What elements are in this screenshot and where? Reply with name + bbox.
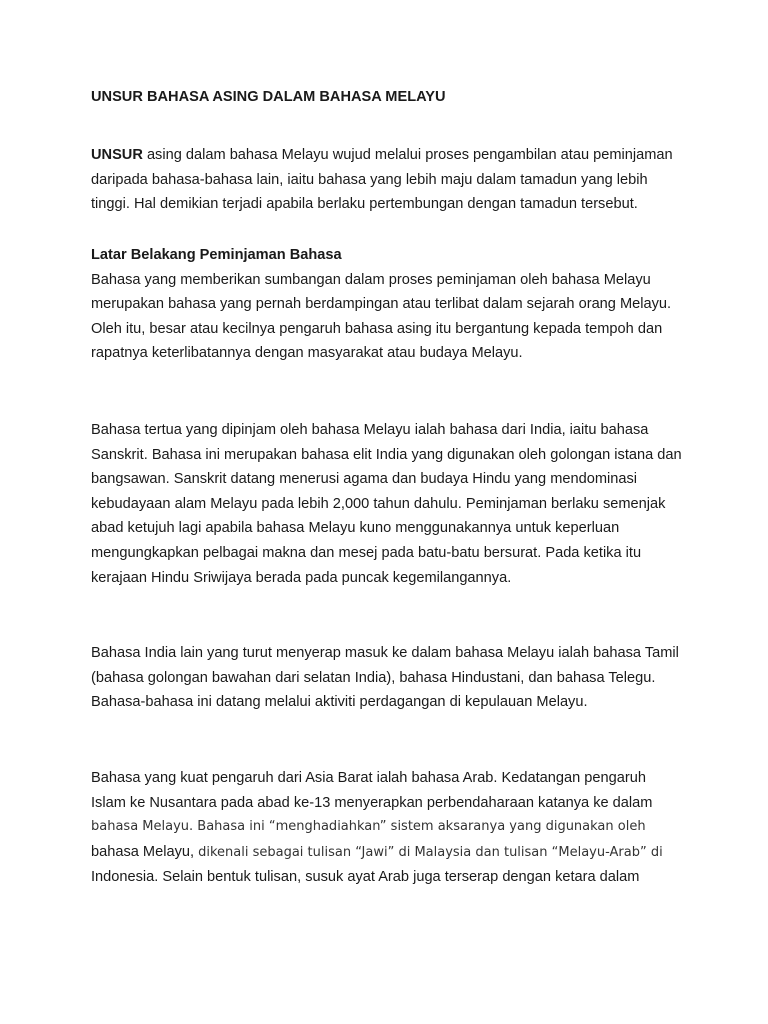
intro-line-1-text: asing dalam bahasa Melayu wujud melalui proses pengambilan atau peminjaman bbox=[142, 147, 673, 163]
arab-line-4 bbox=[91, 840, 691, 866]
section-line-3: Oleh itu, besar atau kecilnya pengaruh bahasa asing itu bergantung kepada tempoh dan bbox=[91, 320, 663, 337]
arab-line-1: Bahasa yang kuat pengaruh dari Asia Barat ialah bahasa Arab. Kedatangan pengaruh bbox=[91, 770, 646, 786]
sanskrit-line-1: Bahasa tertua yang dipinjam oleh bahasa Melayu ialah bahasa dari India, iaitu bahasa bbox=[91, 422, 649, 438]
intro-line-2: daripada bahasa-bahasa lain, iaitu bahasa yang lebih maju dalam tamadun yang lebih bbox=[91, 171, 648, 188]
sanskrit-paragraph bbox=[91, 418, 691, 590]
section-heading: Latar Belakang Peminjaman Bahasa bbox=[91, 247, 342, 263]
india-line-2: (bahasa golongan bawahan dari selatan India), bahasa Hindustani, dan bahasa Telegu. bbox=[91, 669, 656, 686]
intro-lead-word: UNSUR bbox=[91, 147, 143, 163]
arab-line-5: Indonesia. Selain bentuk tulisan, susuk ayat Arab juga terserap dengan ketara dalam bbox=[91, 869, 640, 886]
india-paragraph bbox=[91, 641, 691, 715]
sanskrit-line-7: kerajaan Hindu Sriwijaya berada pada puncak kegemilangannya. bbox=[91, 569, 512, 586]
arab-line-4-rest: dikenali sebagai tulisan “Jawi” di Malaysia dan tulisan “Melayu-Arab” di bbox=[198, 844, 663, 860]
intro-paragraph bbox=[91, 143, 691, 217]
india-line-3: Bahasa-bahasa ini datang melalui aktiviti perdagangan di kepulauan Melayu. bbox=[91, 694, 588, 711]
section-line-2: merupakan bahasa yang pernah berdampingan atau terlibat dalam sejarah orang Melayu. bbox=[91, 296, 672, 313]
sanskrit-line-2: Sanskrit. Bahasa ini merupakan bahasa elit India yang digunakan oleh golongan istana dan bbox=[91, 446, 682, 463]
arab-line-3: bahasa Melayu. Bahasa ini “menghadiahkan” sistem aksaranya yang digunakan oleh bbox=[91, 819, 646, 835]
page-title: UNSUR BAHASA ASING DALAM BAHASA MELAYU bbox=[91, 89, 446, 105]
sanskrit-line-6: mengungkapkan pelbagai makna dan mesej pada batu-batu bersurat. Pada ketika itu bbox=[91, 544, 642, 561]
background-section bbox=[91, 243, 691, 366]
section-line-4: rapatnya keterlibatannya dengan masyarakat atau budaya Melayu. bbox=[91, 345, 523, 362]
sanskrit-line-3: bangsawan. Sanskrit datang menerusi agama dan budaya Hindu yang mendominasi bbox=[91, 471, 637, 488]
arab-line-4-start: bahasa Melayu, bbox=[91, 843, 199, 860]
section-line-1: Bahasa yang memberikan sumbangan dalam proses peminjaman oleh bahasa Melayu bbox=[91, 271, 651, 288]
sanskrit-line-5: abad ketujuh lagi apabila bahasa Melayu kuno menggunakannya untuk keperluan bbox=[91, 520, 620, 537]
arab-line-2: Islam ke Nusantara pada abad ke-13 menyerapkan perbendaharaan katanya ke dalam bbox=[91, 794, 653, 811]
intro-line-1 bbox=[91, 143, 691, 168]
arab-paragraph bbox=[91, 766, 691, 890]
sanskrit-line-4: kebudayaan alam Melayu pada lebih 2,000 tahun dahulu. Peminjaman berlaku semenjak bbox=[91, 495, 666, 512]
intro-line-3: tinggi. Hal demikian terjadi apabila berlaku pertembungan dengan tamadun tersebut. bbox=[91, 196, 638, 213]
india-line-1: Bahasa India lain yang turut menyerap masuk ke dalam bahasa Melayu ialah bahasa Tamil bbox=[91, 645, 679, 661]
